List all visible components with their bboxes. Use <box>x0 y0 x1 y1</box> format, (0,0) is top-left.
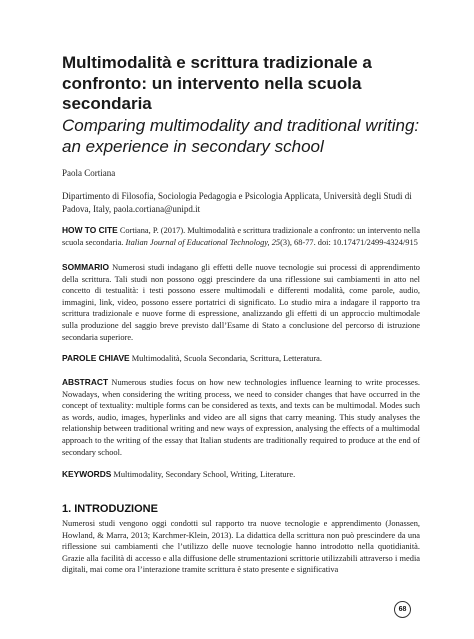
keywords-text: Multimodality, Secondary School, Writing, Literature. <box>113 470 296 479</box>
keywords-section <box>62 469 420 481</box>
author-affiliation: Dipartimento di Filosofia, Sociologia Pedagogia e Psicologia Applicata, Università degli Studi di Padova, Italy, paola.cortiana@unipd.it <box>62 191 412 214</box>
sommario-section <box>62 262 420 343</box>
author-name: Paola Cortiana <box>62 168 116 178</box>
abstract-label: ABSTRACT <box>62 377 109 387</box>
keywords-label: KEYWORDS <box>62 469 112 479</box>
section-heading-introduzione: 1. INTRODUZIONE <box>62 503 158 515</box>
parole-chiave-label: PAROLE CHIAVE <box>62 353 130 363</box>
introduzione-body: Numerosi studi vengono oggi condotti sul rapporto tra nuove tecnologie e apprendimento (Jonassen, Howland, & Marra, 2013; Karchmer-Klein, 2013). La didattica della scrittura non può prescindere da una riflessione sui cambiamenti che l’utilizzo delle nuove tecnologie hanno introdotto nella quotidianità. Grazie alla facilità di accesso e alla diffusione delle strumentazioni scrittorie utilizzabili attraverso i media digitali, mai come ora l’interazione tramite scrittura è stato presente e significativa <box>62 519 420 575</box>
abstract-section <box>62 377 420 458</box>
page-number-badge <box>394 601 411 618</box>
page-number: 68 <box>398 606 407 613</box>
citation-journal: Italian Journal of Educational Technology, 25 <box>125 237 281 247</box>
how-to-cite <box>62 225 420 248</box>
sommario-label: SOMMARIO <box>62 262 109 272</box>
parole-chiave-section <box>62 353 420 365</box>
title-english: Comparing multimodality and traditional writing: an experience in secondary school <box>62 116 420 156</box>
sommario-text: Numerosi studi indagano gli effetti delle nuove tecnologie sui processi di apprendimento della scrittura. Tali studi non possono oggi prescindere da una riflessione sui cambiamenti in atto nel concetto di testualità: i testi possono essere multimodali e differenti modalità, come parole, audio, immagini, link, video, possono essere portatrici di significato. Lo studio mira a indagare il rapporto tra scrittura tradizionale e nuove forme di espressione, analizzando gli effetti di un approccio multimodale sulla produzione del saggio breve previsto dall’Esame di Stato a conclusione del percorso di istruzione secondaria superiore. <box>62 263 420 342</box>
citation-issue: (3), 68-77. doi: 10.17471/2499-4324/915 <box>280 237 418 247</box>
citation-text: Cortiana, P. (2017). Multimodalità e scrittura tradizionale a confronto: un intervento nella scuola secondaria. <box>62 226 420 247</box>
abstract-text: Numerous studies focus on how new technologies influence learning to write processes. Nowadays, when considering the writing process, we need to consider changes that have occurred in the concept of textuality: multiple forms can be considered as texts, and texts can be multimodal. Modes such as words, audio, images, hyperlinks and video are all signs that carry meaning. This study analyses the relationship between traditional writing and new ways of expression, analysing the effects of a multimodal approach to the writing of the essay that Italian students are traditionally required to produce at the end of secondary school. <box>62 378 420 457</box>
title-italian: Multimodalità e scrittura tradizionale a confronto: un intervento nella scuola secondaria <box>62 53 372 113</box>
parole-chiave-text: Multimodalità, Scuola Secondaria, Scrittura, Letteratura. <box>131 354 322 363</box>
how-to-cite-label: HOW TO CITE <box>62 225 118 235</box>
